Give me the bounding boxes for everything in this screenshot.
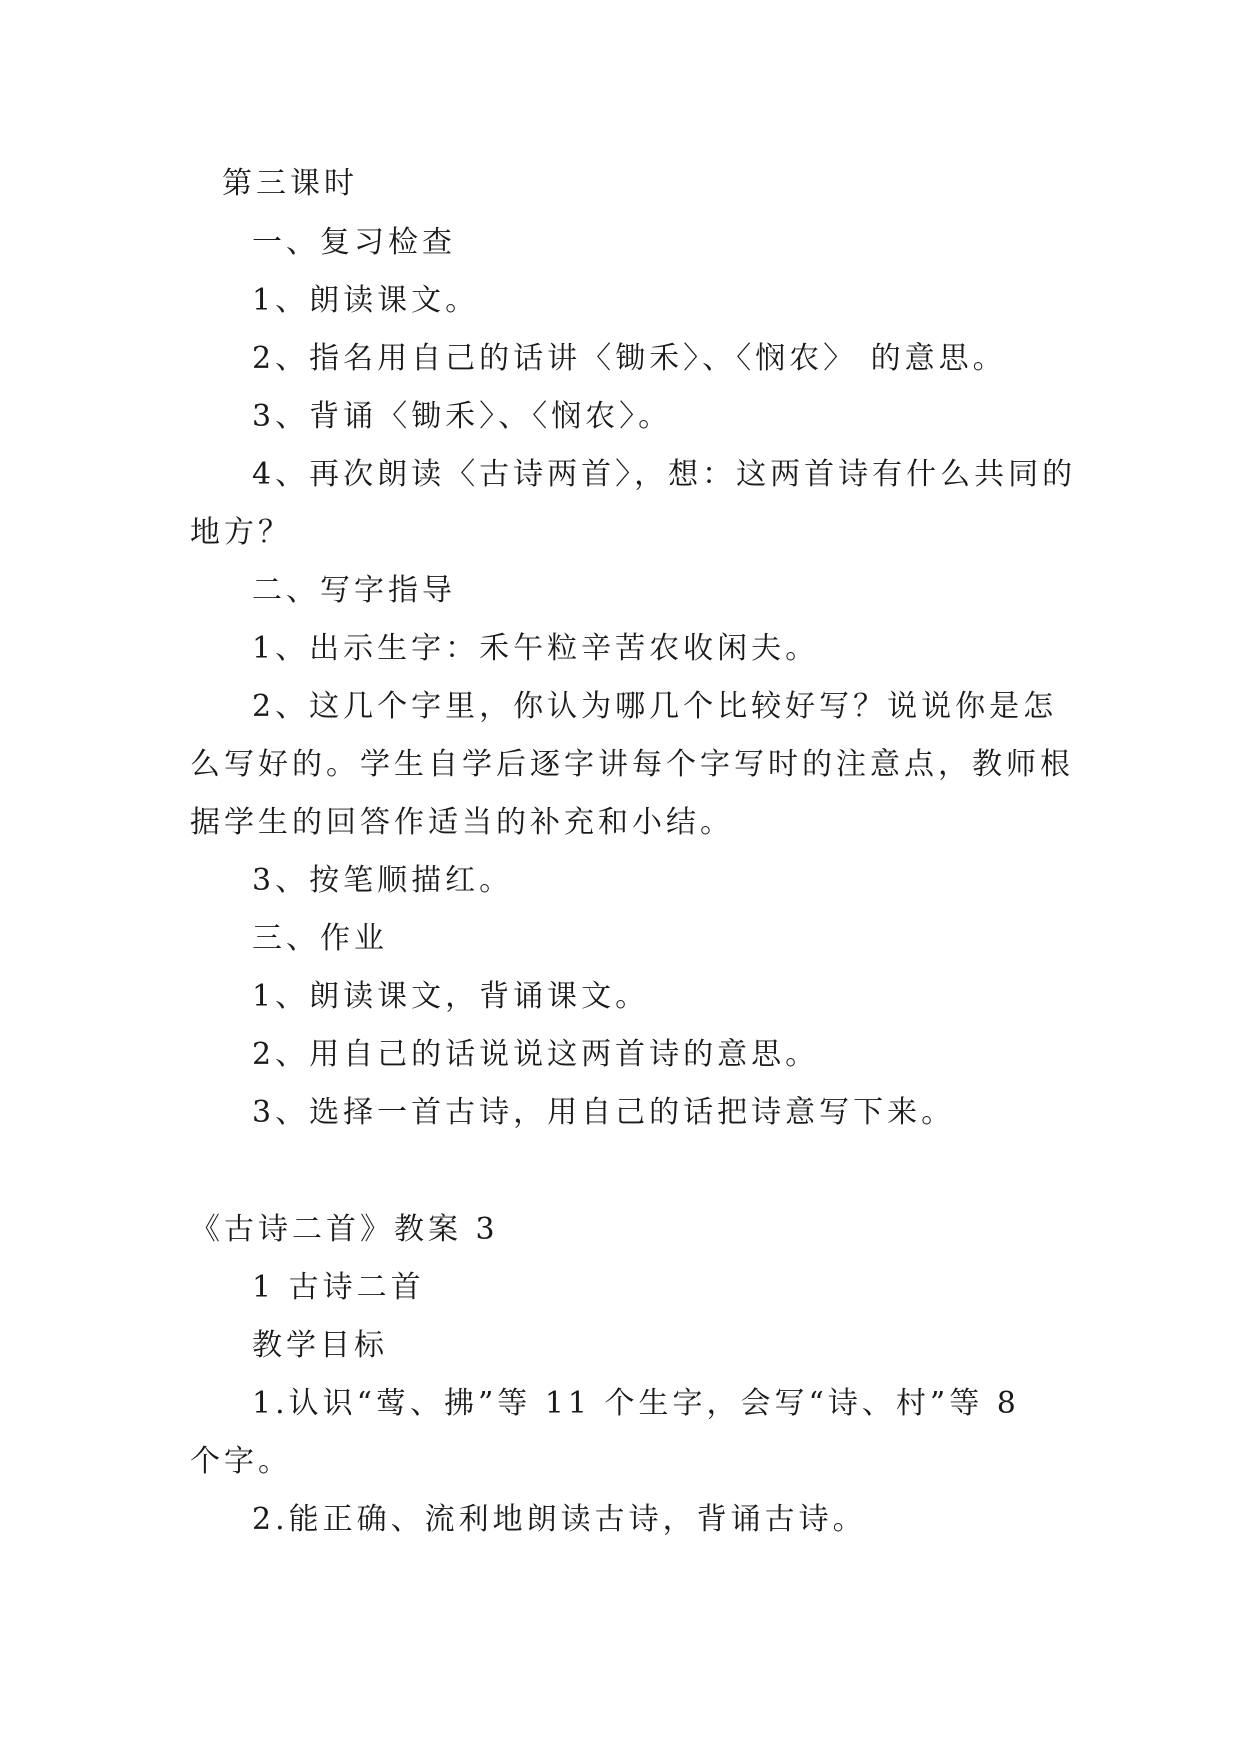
paragraph: 2、用自己的话说说这两首诗的意思。 <box>252 1037 820 1072</box>
paragraph: 2、指名用自己的话讲〈锄禾〉、〈悯农〉 的意思。 <box>252 341 1007 376</box>
document-title: 《古诗二首》教案 3 <box>190 1212 499 1247</box>
paragraph: 3、选择一首古诗，用自己的话把诗意写下来。 <box>252 1095 956 1130</box>
paragraph: 1、朗读课文。 <box>252 283 480 318</box>
paragraph: 3、按笔顺描红。 <box>252 863 514 898</box>
section-heading-objectives: 教学目标 <box>252 1328 388 1363</box>
paragraph-continuation: 据学生的回答作适当的补充和小结。 <box>190 805 734 840</box>
lesson-heading: 第三课时 <box>222 166 358 201</box>
paragraph: 1、朗读课文，背诵课文。 <box>252 979 650 1014</box>
section-heading-writing: 二、写字指导 <box>252 573 456 608</box>
paragraph: 2.能正确、流利地朗读古诗，背诵古诗。 <box>252 1502 867 1537</box>
section-heading-homework: 三、作业 <box>252 921 388 956</box>
paragraph-continuation: 个字。 <box>190 1444 292 1479</box>
paragraph-continuation: 地方？ <box>190 515 292 550</box>
paragraph: 3、背诵〈锄禾〉、〈悯农〉。 <box>252 399 673 434</box>
paragraph: 2、这几个字里，你认为哪几个比较好写？说说你是怎 <box>252 689 1058 724</box>
paragraph: 4、再次朗读〈古诗两首〉，想：这两首诗有什么共同的 <box>252 457 1077 492</box>
paragraph: 1.认识“莺、拂”等 11 个生字，会写“诗、村”等 8 <box>252 1386 1020 1421</box>
lesson-title: 1 古诗二首 <box>252 1270 425 1305</box>
paragraph: 1、出示生字：禾午粒辛苦农收闲夫。 <box>252 631 820 666</box>
section-heading-review: 一、复习检查 <box>252 225 456 260</box>
paragraph-continuation: 么写好的。学生自学后逐字讲每个字写时的注意点，教师根 <box>190 747 1074 782</box>
